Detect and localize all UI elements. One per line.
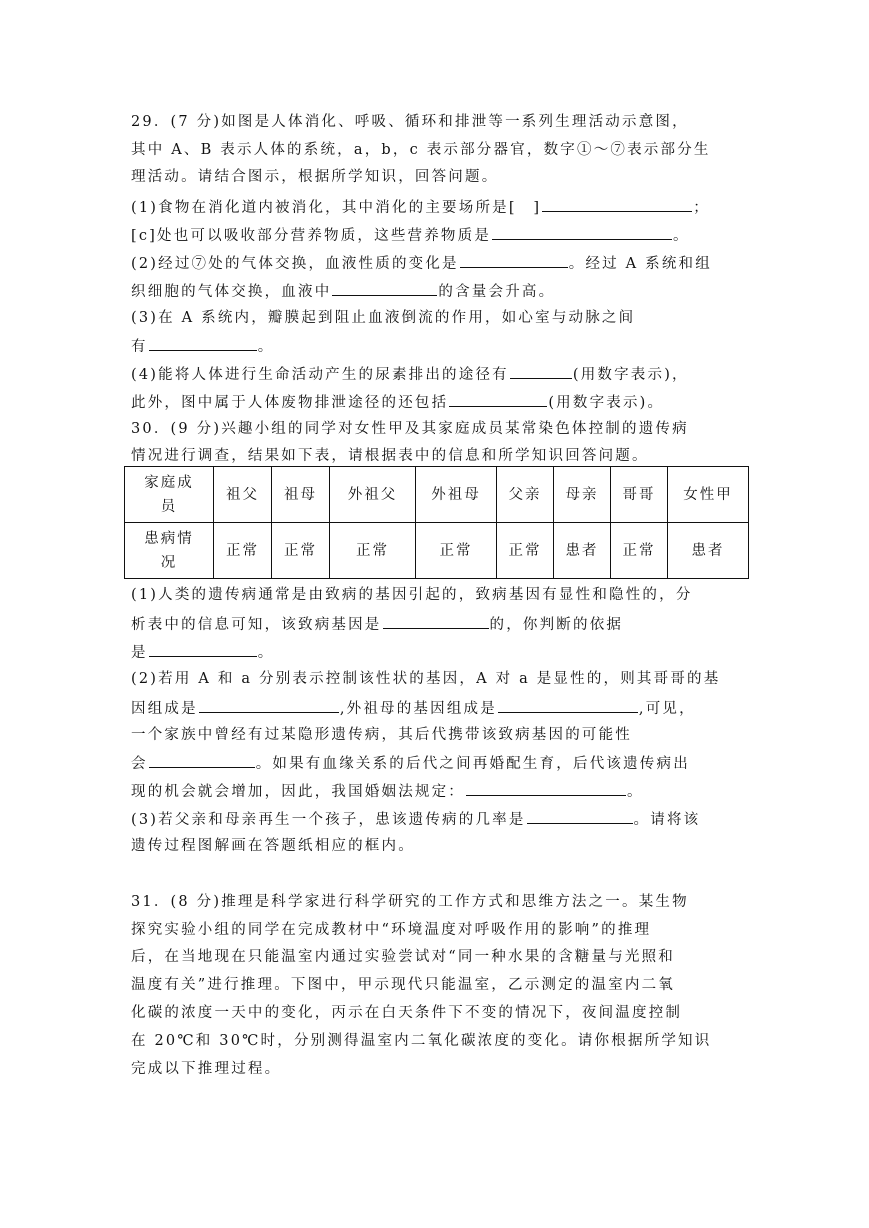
q30-line-8: 一个家族中曾经有过某隐形遗传病，其后代携带该致病基因的可能性 bbox=[131, 727, 632, 743]
q31-line-2: 探究实验小组的同学在完成教材中“环境温度对呼吸作用的影响”的推理 bbox=[131, 922, 652, 938]
table-row-status bbox=[125, 523, 749, 579]
q29-4-text: (4)能将人体进行生命活动产生的尿素排出的途径有 bbox=[131, 367, 509, 383]
answer-blank[interactable] bbox=[383, 613, 489, 629]
answer-blank[interactable] bbox=[460, 252, 568, 268]
q30-1-end: 的，你判断的依据 bbox=[489, 617, 624, 633]
member-cell: 母亲 bbox=[554, 467, 611, 523]
answer-blank[interactable] bbox=[149, 335, 257, 351]
q30-2-text: 因组成是 bbox=[131, 701, 198, 717]
status-cell: 正常 bbox=[330, 523, 416, 579]
q29-3-end: 。 bbox=[257, 339, 275, 355]
q29-3-text: 有 bbox=[131, 339, 148, 355]
q31-line-3: 后，在当地现在只能温室内通过实验尝试对“同一种水果的含糖量与光照和 bbox=[131, 949, 676, 965]
member-cell: 女性甲 bbox=[668, 467, 749, 523]
q29-2b-text: 织细胞的气体交换，血液中 bbox=[131, 284, 332, 300]
q30-line-3: (1)人类的遗传病通常是由致病的基因引起的，致病基因有显性和隐性的，分 bbox=[131, 587, 693, 603]
row-label-line: 家庭成 bbox=[144, 474, 194, 491]
status-cell: 正常 bbox=[214, 523, 272, 579]
q29-line-2: 其中 A、B 表示人体的系统，a，b，c 表示部分器官，数字①～⑦表示部分生 bbox=[131, 142, 711, 158]
q30-2b-end: 。如果有血缘关系的后代之间再婚配生育，后代该遗传病出 bbox=[255, 756, 690, 772]
q29-line-3: 理活动。请结合图示，根据所学知识，回答问题。 bbox=[131, 169, 499, 185]
q29-4-end: (用数字表示)， bbox=[572, 367, 689, 383]
q30-line-12: 遗传过程图解画在答题纸相应的框内。 bbox=[131, 838, 415, 854]
status-cell: 正常 bbox=[272, 523, 330, 579]
row-label-line: 员 bbox=[160, 498, 178, 515]
q29-4b-text: 此外，图中属于人体废物排泄途径的还包括 bbox=[131, 395, 449, 411]
member-cell: 外祖母 bbox=[416, 467, 497, 523]
answer-blank[interactable] bbox=[149, 641, 257, 657]
q30-line-9 bbox=[131, 752, 690, 774]
member-cell: 哥哥 bbox=[611, 467, 668, 523]
q29-line-5 bbox=[131, 224, 690, 246]
q30-3-text: (3)若父亲和母亲再生一个孩子，患该遗传病的几率是 bbox=[131, 812, 526, 828]
member-cell: 父亲 bbox=[497, 467, 554, 523]
q30-line-4 bbox=[131, 613, 623, 635]
q30-line-6: (2)若用 A 和 a 分别表示控制该性状的基因，A 对 a 是显性的，则其哥哥的基 bbox=[131, 671, 721, 687]
answer-blank[interactable] bbox=[149, 752, 255, 768]
q30-2-mid: ,外祖母的基因组成是 bbox=[339, 701, 497, 717]
answer-blank[interactable] bbox=[492, 224, 672, 240]
answer-blank[interactable] bbox=[527, 808, 633, 824]
status-cell: 患者 bbox=[554, 523, 611, 579]
q31-line-6: 在 20℃和 30℃时，分别测得温室内二氧化碳浓度的变化。请你根据所学知识 bbox=[131, 1033, 712, 1049]
status-cell: 患者 bbox=[668, 523, 749, 579]
answer-blank[interactable] bbox=[542, 196, 692, 212]
q30-3-end: 。请将该 bbox=[633, 812, 701, 828]
q29-2b-end: 的含量会升高。 bbox=[438, 284, 556, 300]
q29-1b-end: 。 bbox=[673, 228, 690, 244]
row-label-line: 况 bbox=[160, 554, 178, 571]
q29-line-1: 29．(7 分)如图是人体消化、呼吸、循环和排泄等一系列生理活动示意图， bbox=[131, 114, 689, 130]
answer-blank[interactable] bbox=[199, 697, 339, 713]
q30-1-text: 析表中的信息可知，该致病基因是 bbox=[131, 617, 382, 633]
q30-2-end: ,可见， bbox=[638, 701, 696, 717]
q30-line-5 bbox=[131, 641, 274, 663]
answer-blank[interactable] bbox=[449, 391, 547, 407]
member-cell: 外祖父 bbox=[330, 467, 416, 523]
answer-blank[interactable] bbox=[510, 363, 572, 379]
q30-1b-text: 是 bbox=[131, 645, 148, 661]
q30-line-11 bbox=[131, 808, 700, 830]
q31-line-4: 温度有关”进行推理。下图中，甲示现代只能温室，乙示测定的温室内二氧 bbox=[131, 977, 676, 993]
q29-line-10 bbox=[131, 363, 689, 385]
family-table bbox=[124, 466, 749, 579]
q30-line-7 bbox=[131, 697, 696, 719]
q29-line-4 bbox=[131, 196, 710, 218]
q31-line-1: 31．(8 分)推理是科学家进行科学研究的工作方式和思维方法之一。某生物 bbox=[131, 894, 689, 910]
q29-1b-text: [c]处也可以吸收部分营养物质，这些营养物质是 bbox=[131, 228, 492, 244]
answer-blank[interactable] bbox=[498, 697, 638, 713]
q29-2-end: 。经过 A 系统和组 bbox=[568, 256, 712, 272]
q30-2c-end: 。 bbox=[627, 784, 644, 800]
row-label-members bbox=[125, 467, 214, 523]
q29-line-8: (3)在 A 系统内，瓣膜起到阻止血液倒流的作用，如心室与动脉之间 bbox=[131, 310, 636, 326]
q30-1b-end: 。 bbox=[257, 645, 275, 661]
q30-line-2: 情况进行调查，结果如下表，请根据表中的信息和所学知识回答问题。 bbox=[131, 448, 649, 464]
q29-line-7 bbox=[131, 280, 555, 302]
q30-2c-text: 现的机会就会增加，因此，我国婚姻法规定： bbox=[131, 784, 465, 800]
q29-4b-end: (用数字表示)。 bbox=[548, 395, 665, 411]
q29-1-text: (1)食物在消化道内被消化，其中消化的主要场所是[ ] bbox=[131, 200, 542, 216]
q29-1-end: ； bbox=[693, 200, 710, 216]
q29-2-text: (2)经过⑦处的气体交换，血液性质的变化是 bbox=[131, 256, 459, 272]
answer-blank[interactable] bbox=[332, 280, 437, 296]
q30-2b-text: 会 bbox=[131, 756, 148, 772]
status-cell: 正常 bbox=[497, 523, 554, 579]
table-row-members bbox=[125, 467, 749, 523]
row-label-status bbox=[125, 523, 214, 579]
q29-line-11 bbox=[131, 391, 664, 413]
member-cell: 祖母 bbox=[272, 467, 330, 523]
q31-line-5: 化碳的浓度一天中的变化，丙示在白天条件下不变的情况下，夜间温度控制 bbox=[131, 1005, 683, 1021]
row-label-line: 患病情 bbox=[144, 530, 194, 547]
status-cell: 正常 bbox=[611, 523, 668, 579]
q31-line-7: 完成以下推理过程。 bbox=[131, 1061, 282, 1077]
status-cell: 正常 bbox=[416, 523, 497, 579]
answer-blank[interactable] bbox=[466, 780, 626, 796]
q29-line-9 bbox=[131, 335, 274, 357]
q29-line-6 bbox=[131, 252, 712, 274]
q30-line-10 bbox=[131, 780, 644, 802]
member-cell: 祖父 bbox=[214, 467, 272, 523]
q30-line-1: 30．(9 分)兴趣小组的同学对女性甲及其家庭成员某常染色体控制的遗传病 bbox=[131, 421, 689, 437]
